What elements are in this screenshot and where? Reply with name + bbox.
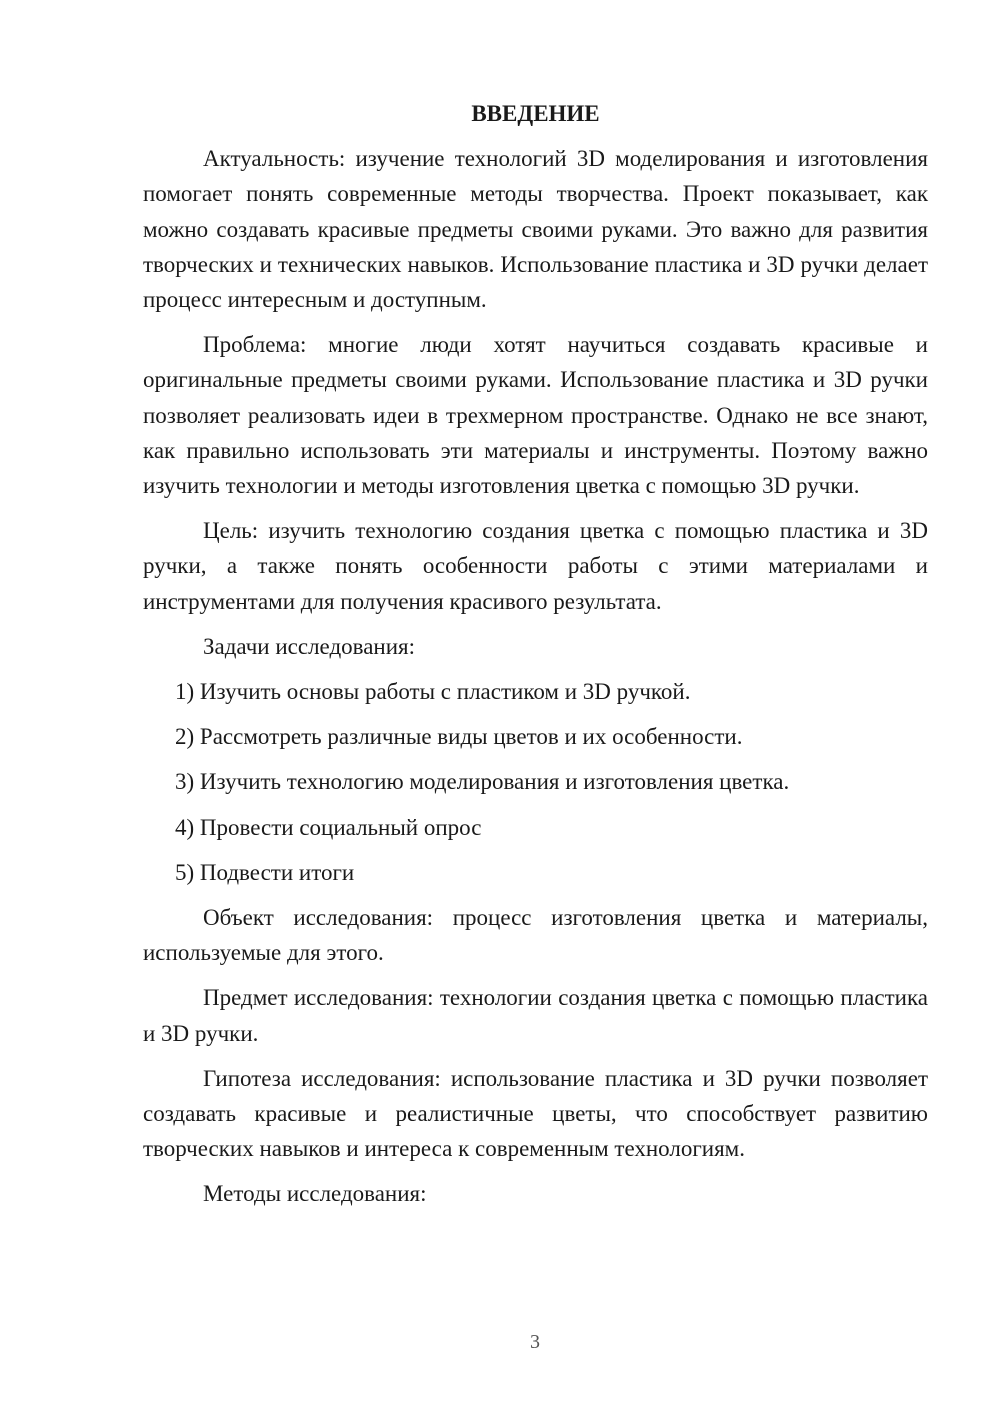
page-title: ВВЕДЕНИЕ [471,101,600,126]
problem-paragraph: Проблема: многие люди хотят научиться создавать красивые и оригинальные предметы своими руками. Использование пластика и 3D ручки позволяет реализовать идеи в трехмерном пространстве. Однако не все знают, как правильно использовать эти материалы и инструменты. Поэтому важно изучить технологии и методы изготовления цветка с помощью 3D ручки. [143,332,928,499]
document-page [143,96,928,1222]
list-item: 2) Рассмотреть различные виды цветов и их особенности. [175,724,743,750]
list-item: 1) Изучить основы работы с пластиком и 3D ручкой. [175,679,691,705]
list-item: 4) Провести социальный опрос [175,814,482,840]
goal-paragraph: Цель: изучить технологию создания цветка с помощью пластика и 3D ручки, а также понять особенности работы с этими материалами и инструментами для получения красивого результата. [143,518,928,614]
page-number: 3 [530,1331,540,1353]
relevance-paragraph: Актуальность: изучение технологий 3D моделирования и изготовления помогает понять современные методы творчества. Проект показывает, как можно создавать красивые предметы своими руками. Это важно для развития творческих и технических навыков. Использование пластика и 3D ручки делает процесс интересным и доступным. [143,146,928,313]
tasks-list [143,674,928,890]
hypothesis-paragraph: Гипотеза исследования: использование пластика и 3D ручки позволяет создавать красивые и реалистичные цветы, что способствует развитию творческих навыков и интереса к современным технологиям. [143,1065,928,1162]
methods-heading: Методы исследования: [203,1181,427,1207]
object-paragraph: Объект исследования: процесс изготовления цветка и материалы, используемые для этого. [143,905,928,966]
subject-paragraph: Предмет исследования: технологии создания цветка с помощью пластика и 3D ручки. [143,985,928,1046]
list-item: 5) Подвести итоги [175,859,355,885]
list-item: 3) Изучить технологию моделирования и изготовления цветка. [175,769,790,795]
tasks-heading: Задачи исследования: [203,633,416,659]
